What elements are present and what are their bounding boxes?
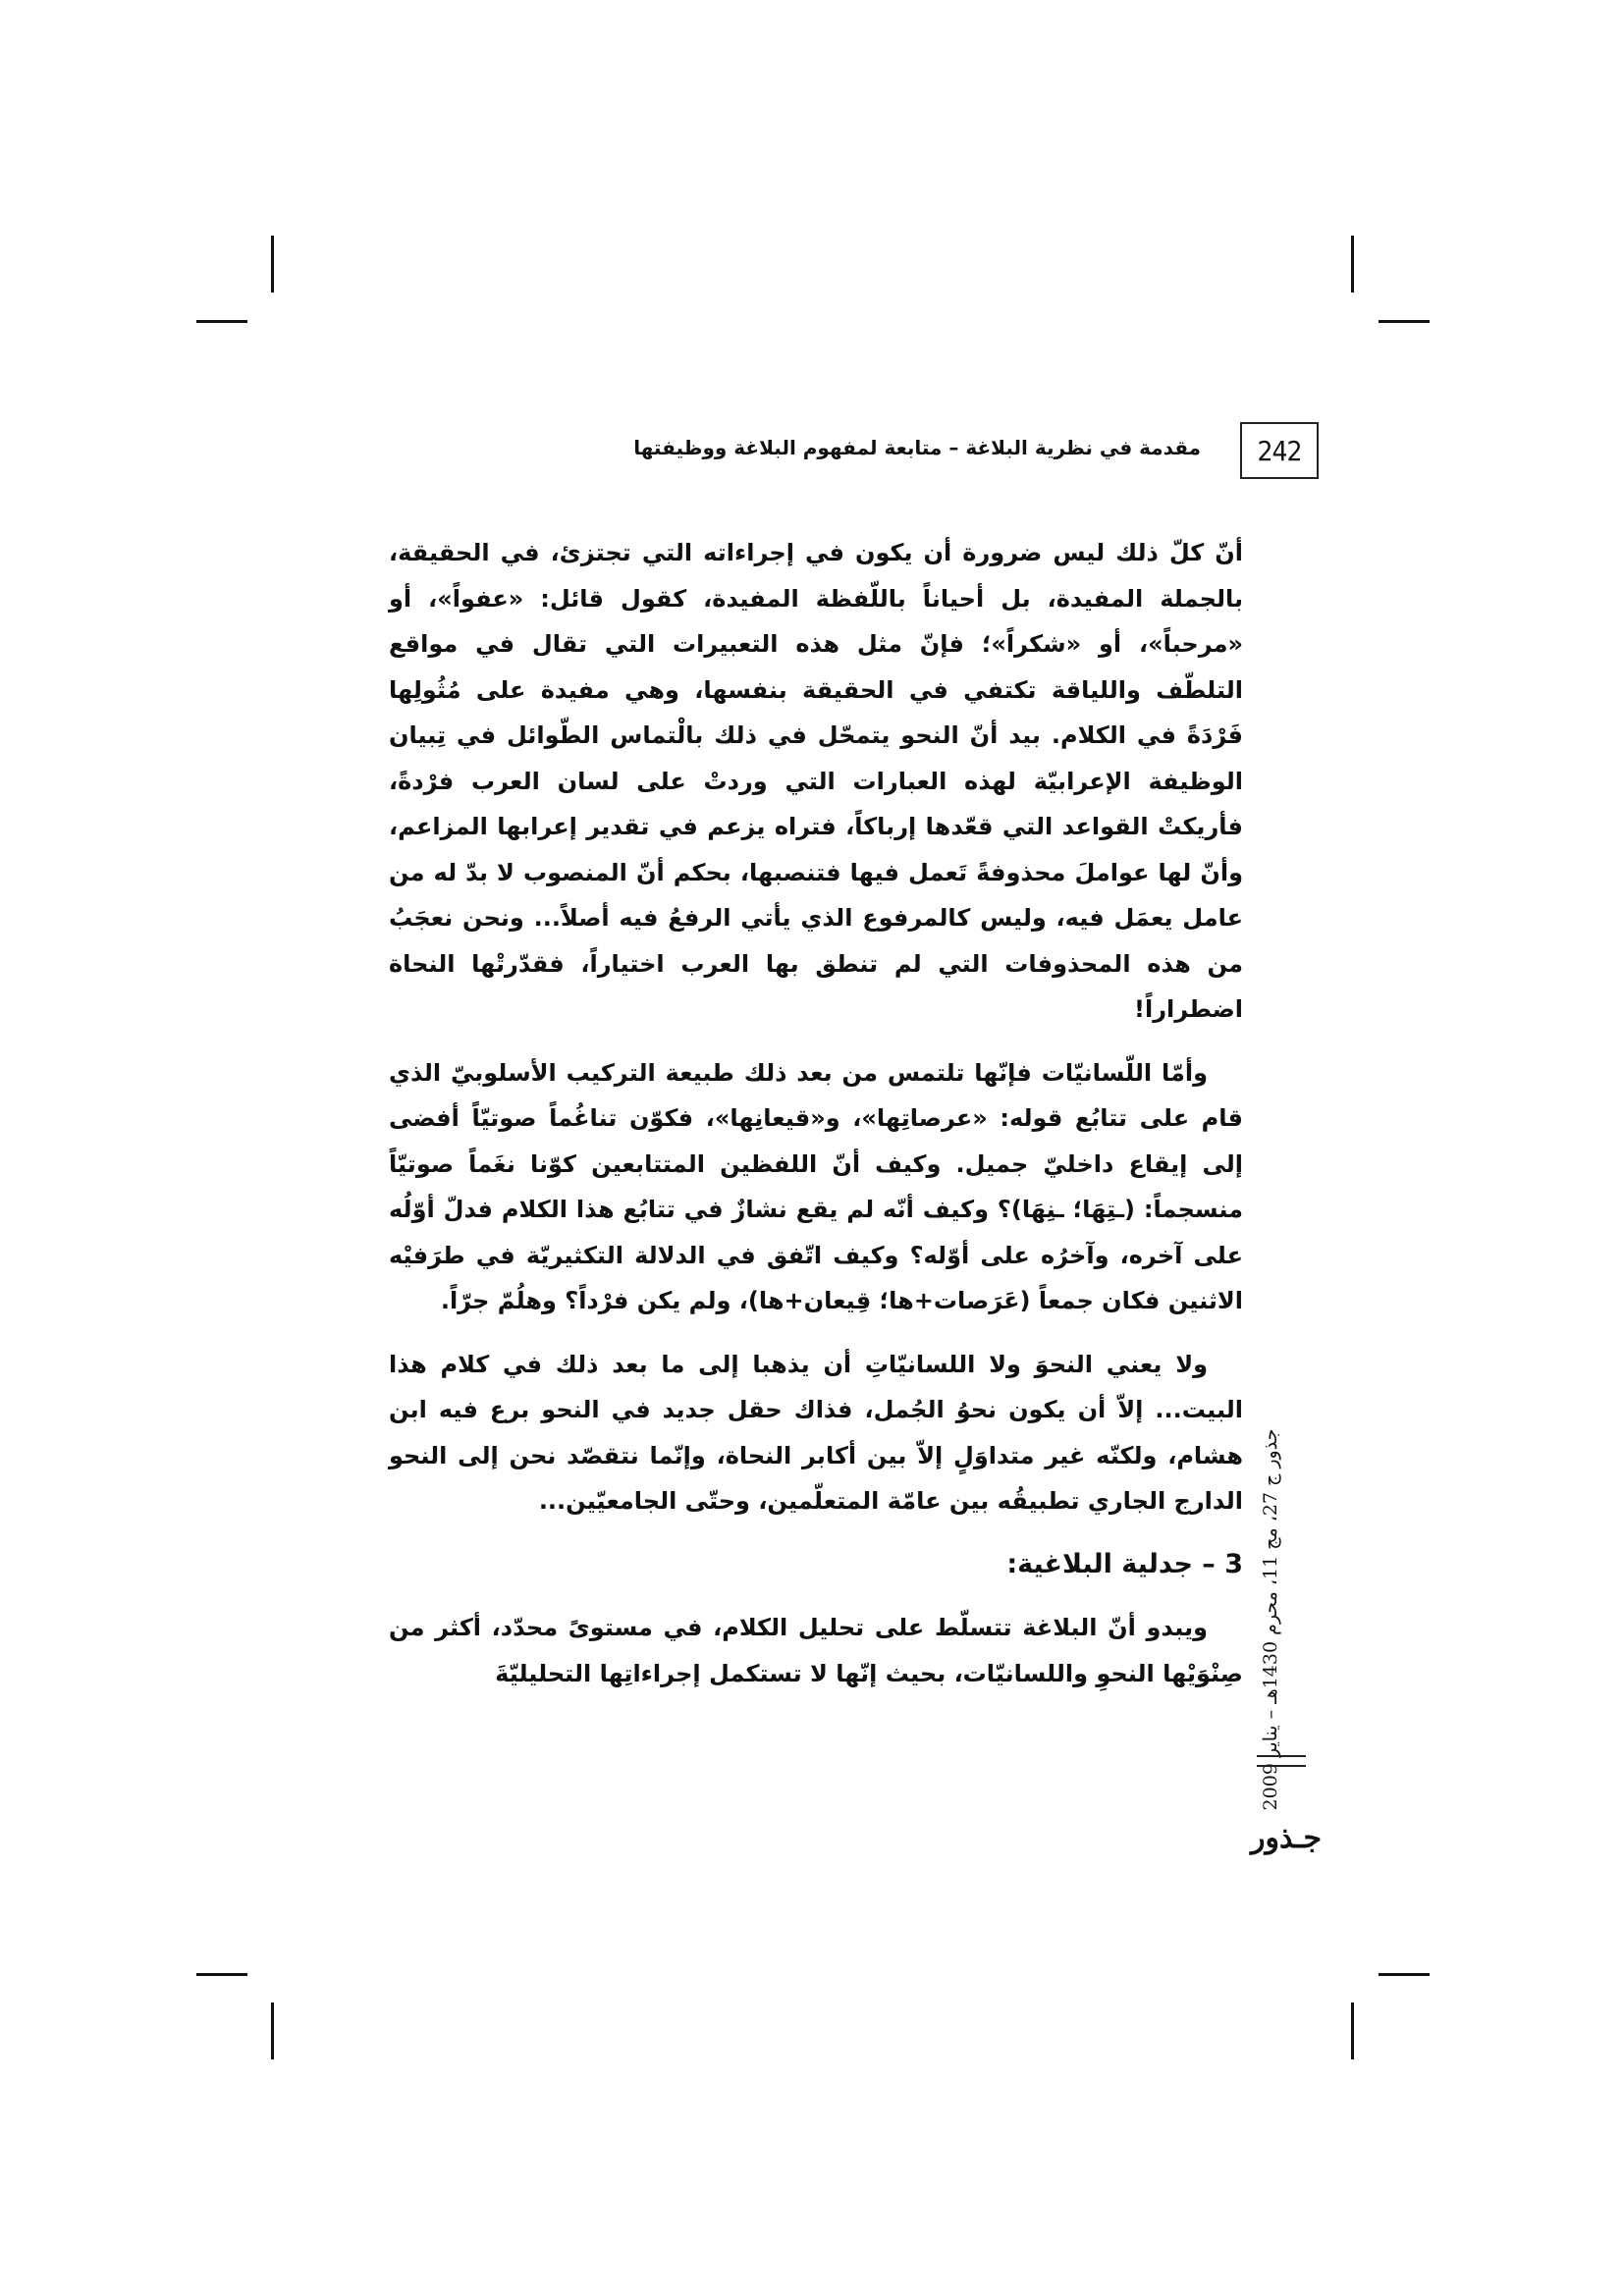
section-heading: 3 – جدلية البلاغية:: [1006, 1548, 1243, 1579]
running-title: مقدمة في نظرية البلاغة – متابعة لمفهوم البلاغة ووظيفتها: [633, 436, 1201, 459]
crop-mark-bottom-left-vertical: [271, 2002, 274, 2059]
journal-logo: جـذور: [1250, 1821, 1323, 1855]
page-number: 242: [1240, 422, 1319, 479]
crop-mark-bottom-right-horizontal: [1379, 1973, 1430, 1976]
crop-mark-top-right-vertical: [1351, 236, 1354, 293]
crop-mark-bottom-right-vertical: [1351, 2002, 1354, 2059]
article-body: [389, 530, 1243, 1714]
paragraph-3: ولا يعني النحوَ ولا اللسانيّاتِ أن يذهبا إلى ما بعد ذلك في كلام هذا البيت... إلاّ أن يكون نحوُ الجُمل، فذاك حقل جديد في النحو برع فيه ابن هشام، ولكنّه غير متداوَلٍ إلاّ بين أكابر النحاة، وإنّما نتقصّد نحن إلى النحو الدارج الجاري تطبيقُه بين عامّة المتعلّمين، وحتّى الجامعيّين...: [389, 1350, 1243, 1515]
crop-mark-bottom-left-horizontal: [196, 1973, 247, 1976]
side-rule: [1257, 1755, 1306, 1767]
crop-mark-top-right-horizontal: [1379, 320, 1430, 323]
journal-issue-info: جذور ج 27، مج 11، محرم 1430هـ – يناير 2009: [1260, 1428, 1281, 1811]
crop-mark-top-left-horizontal: [196, 320, 247, 323]
paragraph-1: أنّ كلّ ذلك ليس ضرورة أن يكون في إجراءاته التي تجتزئ، في الحقيقة، بالجملة المفيدة، بل أحياناً باللّفظة المفيدة، كقول قائل: «عفواً»، أو «مرحباً»، أو «شكراً»؛ فإنّ مثل هذه التعبيرات التي تقال في مواقع التلطّف واللياقة تكتفي في الحقيقة بنفسها، وهي مفيدة على مُثُولِها فَرْدَةً في الكلام. بيد أنّ النحو يتمحّل في ذلك بالْتماس الطّوائل في تِبيان الوظيفة الإعرابيّة لهذه العبارات التي وردتْ على لسان العرب فرْدةً، فأريكتْ القواعد التي قعّدها إرباكاً، فتراه يزعم في تقدير إعرابها المزاعم، وأنّ لها عواملَ محذوفةً تَعمل فيها فتنصبها، بحكم أنّ المنصوب لا بدّ له من عامل يعمَل فيه، وليس كالمرفوع الذي يأتي الرفعُ فيه أصلاً... ونحن نعجَبُ من هذه المحذوفات التي لم تنطق بها العرب اختياراً، فقدّرتْها النحاة اضطراراً!: [389, 539, 1243, 1023]
paragraph-4: ويبدو أنّ البلاغة تتسلّط على تحليل الكلام، في مستوىً محدّد، أكثر من صِنْوَيْها النحوِ واللسانيّات، بحيث إنّها لا تستكمل إجراءاتِها التحليليّةَ: [389, 1614, 1243, 1687]
paragraph-2: وأمّا اللّسانيّات فإنّها تلتمس من بعد ذلك طبيعة التركيب الأسلوبيّ الذي قام على تتابُع قوله: «عرصاتِها»، و«قيعانِها»، فكوّن تناغُماً صوتيّاً أفضى إلى إيقاع داخليّ جميل. وكيف أنّ اللفظين المتتابعين كوّنا نغَماً صوتيّاً منسجماً: (ـتِهَا؛ ـنِهَا)؟ وكيف أنّه لم يقع نشازٌ في تتابُع هذا الكلام فدلّ أوّلُه على آخره، وآخرُه على أوّله؟ وكيف اتّفق في الدلالة التكثيريّة في طرَفيْه الاثنين فكان جمعاً (عَرَصات+ها؛ قِيعان+ها)، ولم يكن فرْداً؟ وهلُمّ جرّاً.: [389, 1058, 1243, 1314]
crop-mark-top-left-vertical: [271, 236, 274, 293]
